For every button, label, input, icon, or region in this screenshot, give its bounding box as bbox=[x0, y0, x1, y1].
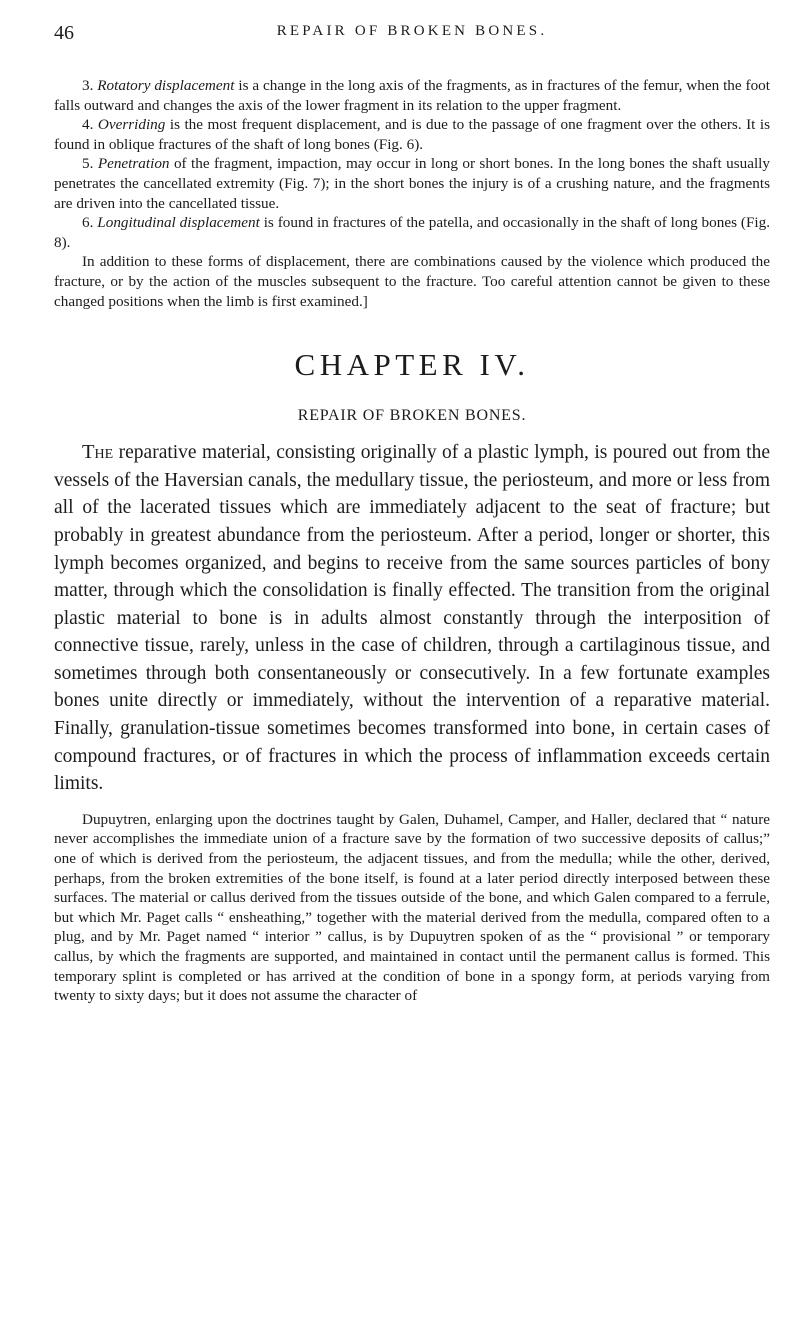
page-number: 46 bbox=[54, 22, 74, 44]
body-paragraph bbox=[54, 439, 770, 798]
note-paragraph bbox=[54, 810, 770, 1006]
body-text: reparative material, consisting originally of a plastic lymph, is poured out from the vessels of the Haversian canals, the medullary tissue, the periosteum, and more or less from all of the lacerated tissues which are immediately adjacent to the seat of fracture; but probably in greatest abundance from the periosteum. After a period, longer or shorter, this lymph becomes organized, and begins to receive from the same sources particles of bony matter, through which the consolidation is finally effected. The transition from the original plastic material to bone is in adults almost constantly through the interposition of connective tissue, rarely, unless in the case of children, through a cartilaginous tissue, and sometimes through both consentaneously or consecutively. In a few fortunate examples bones unite directly or immediately, without the intervention of a reparative material. Finally, granulation-tissue sometimes becomes transformed into bone, in certain cases of compound fractures, or of fractures in which the process of inflammation exceeds certain limits. bbox=[54, 442, 770, 795]
term-longitudinal: Longitudinal displacement bbox=[97, 214, 260, 232]
closing-paragraph: In addition to these forms of displacement, there are combinations caused by the violence which produced the fracture, or by the action of the muscles subsequent to the fracture. Too careful attention cannot be given to these changed positions when the limb is first examined.] bbox=[54, 253, 770, 310]
list-item-rotatory: 3. Rotatory displacement is a change in the long axis of the fragments, as in fractures of the femur, when the foot falls outward and changes the axis of the lower fragment in its relation to the upper fragment. bbox=[54, 77, 770, 114]
list-item-longitudinal: 6. Longitudinal displacement is found in fractures of the patella, and occasionally in the shaft of long bones (Fig. 8). bbox=[54, 214, 771, 251]
book-page bbox=[54, 22, 770, 1006]
chapter-subtitle: REPAIR OF BROKEN BONES. bbox=[297, 407, 527, 425]
running-title: REPAIR OF BROKEN BONES. bbox=[276, 23, 548, 39]
lead-word: The bbox=[82, 441, 114, 464]
displacement-list bbox=[54, 76, 770, 311]
list-item-overriding: 4. Overriding is the most frequent displacement, and is due to the passage of one fragment over the others. It is found in oblique fractures of the shaft of long bones (Fig. 6). bbox=[54, 116, 771, 153]
running-head bbox=[54, 22, 770, 62]
term-rotatory: Rotatory displacement bbox=[97, 77, 235, 94]
chapter-title: CHAPTER IV. bbox=[294, 347, 530, 383]
note-text: Dupuytren, enlarging upon the doctrines taught by Galen, Duhamel, Camper, and Haller, declared that “ nature never accomplishes the immediate union of a fracture save by the formation of two successive deposits of callus;” one of which is derived from the periosteum, the adjacent tissues, and from the medulla; while the other, derived, perhaps, from the broken extremities of the bone itself, is found at a later period directly interposed between these surfaces. The material or callus derived from the tissues outside of the bone, and which Galen compared to a ferrule, but which Mr. Paget calls “ ensheathing,” together with the material derived from the medulla, compared often to a plug, and by Mr. Paget named “ interior ” callus, is by Dupuytren spoken of as the “ provisional ” or temporary callus, by which the fragments are supported, and maintained in contact until the permanent callus is formed. This temporary splint is completed or has arrived at the condition of bone in a spongy form, at periods varying from twenty to sixty days; but it does not assume the character of bbox=[54, 810, 770, 1005]
list-item-penetration: 5. Penetration of the fragment, impaction, may occur in long or short bones. In the long bones the shaft usually penetrates the cancellated extremity (Fig. 7); in the short bones the injury is of a crushing nature, and the fragments are driven into the cancellated tissue. bbox=[54, 155, 770, 212]
term-penetration: Penetration bbox=[97, 155, 170, 173]
term-overriding: Overriding bbox=[97, 116, 166, 134]
